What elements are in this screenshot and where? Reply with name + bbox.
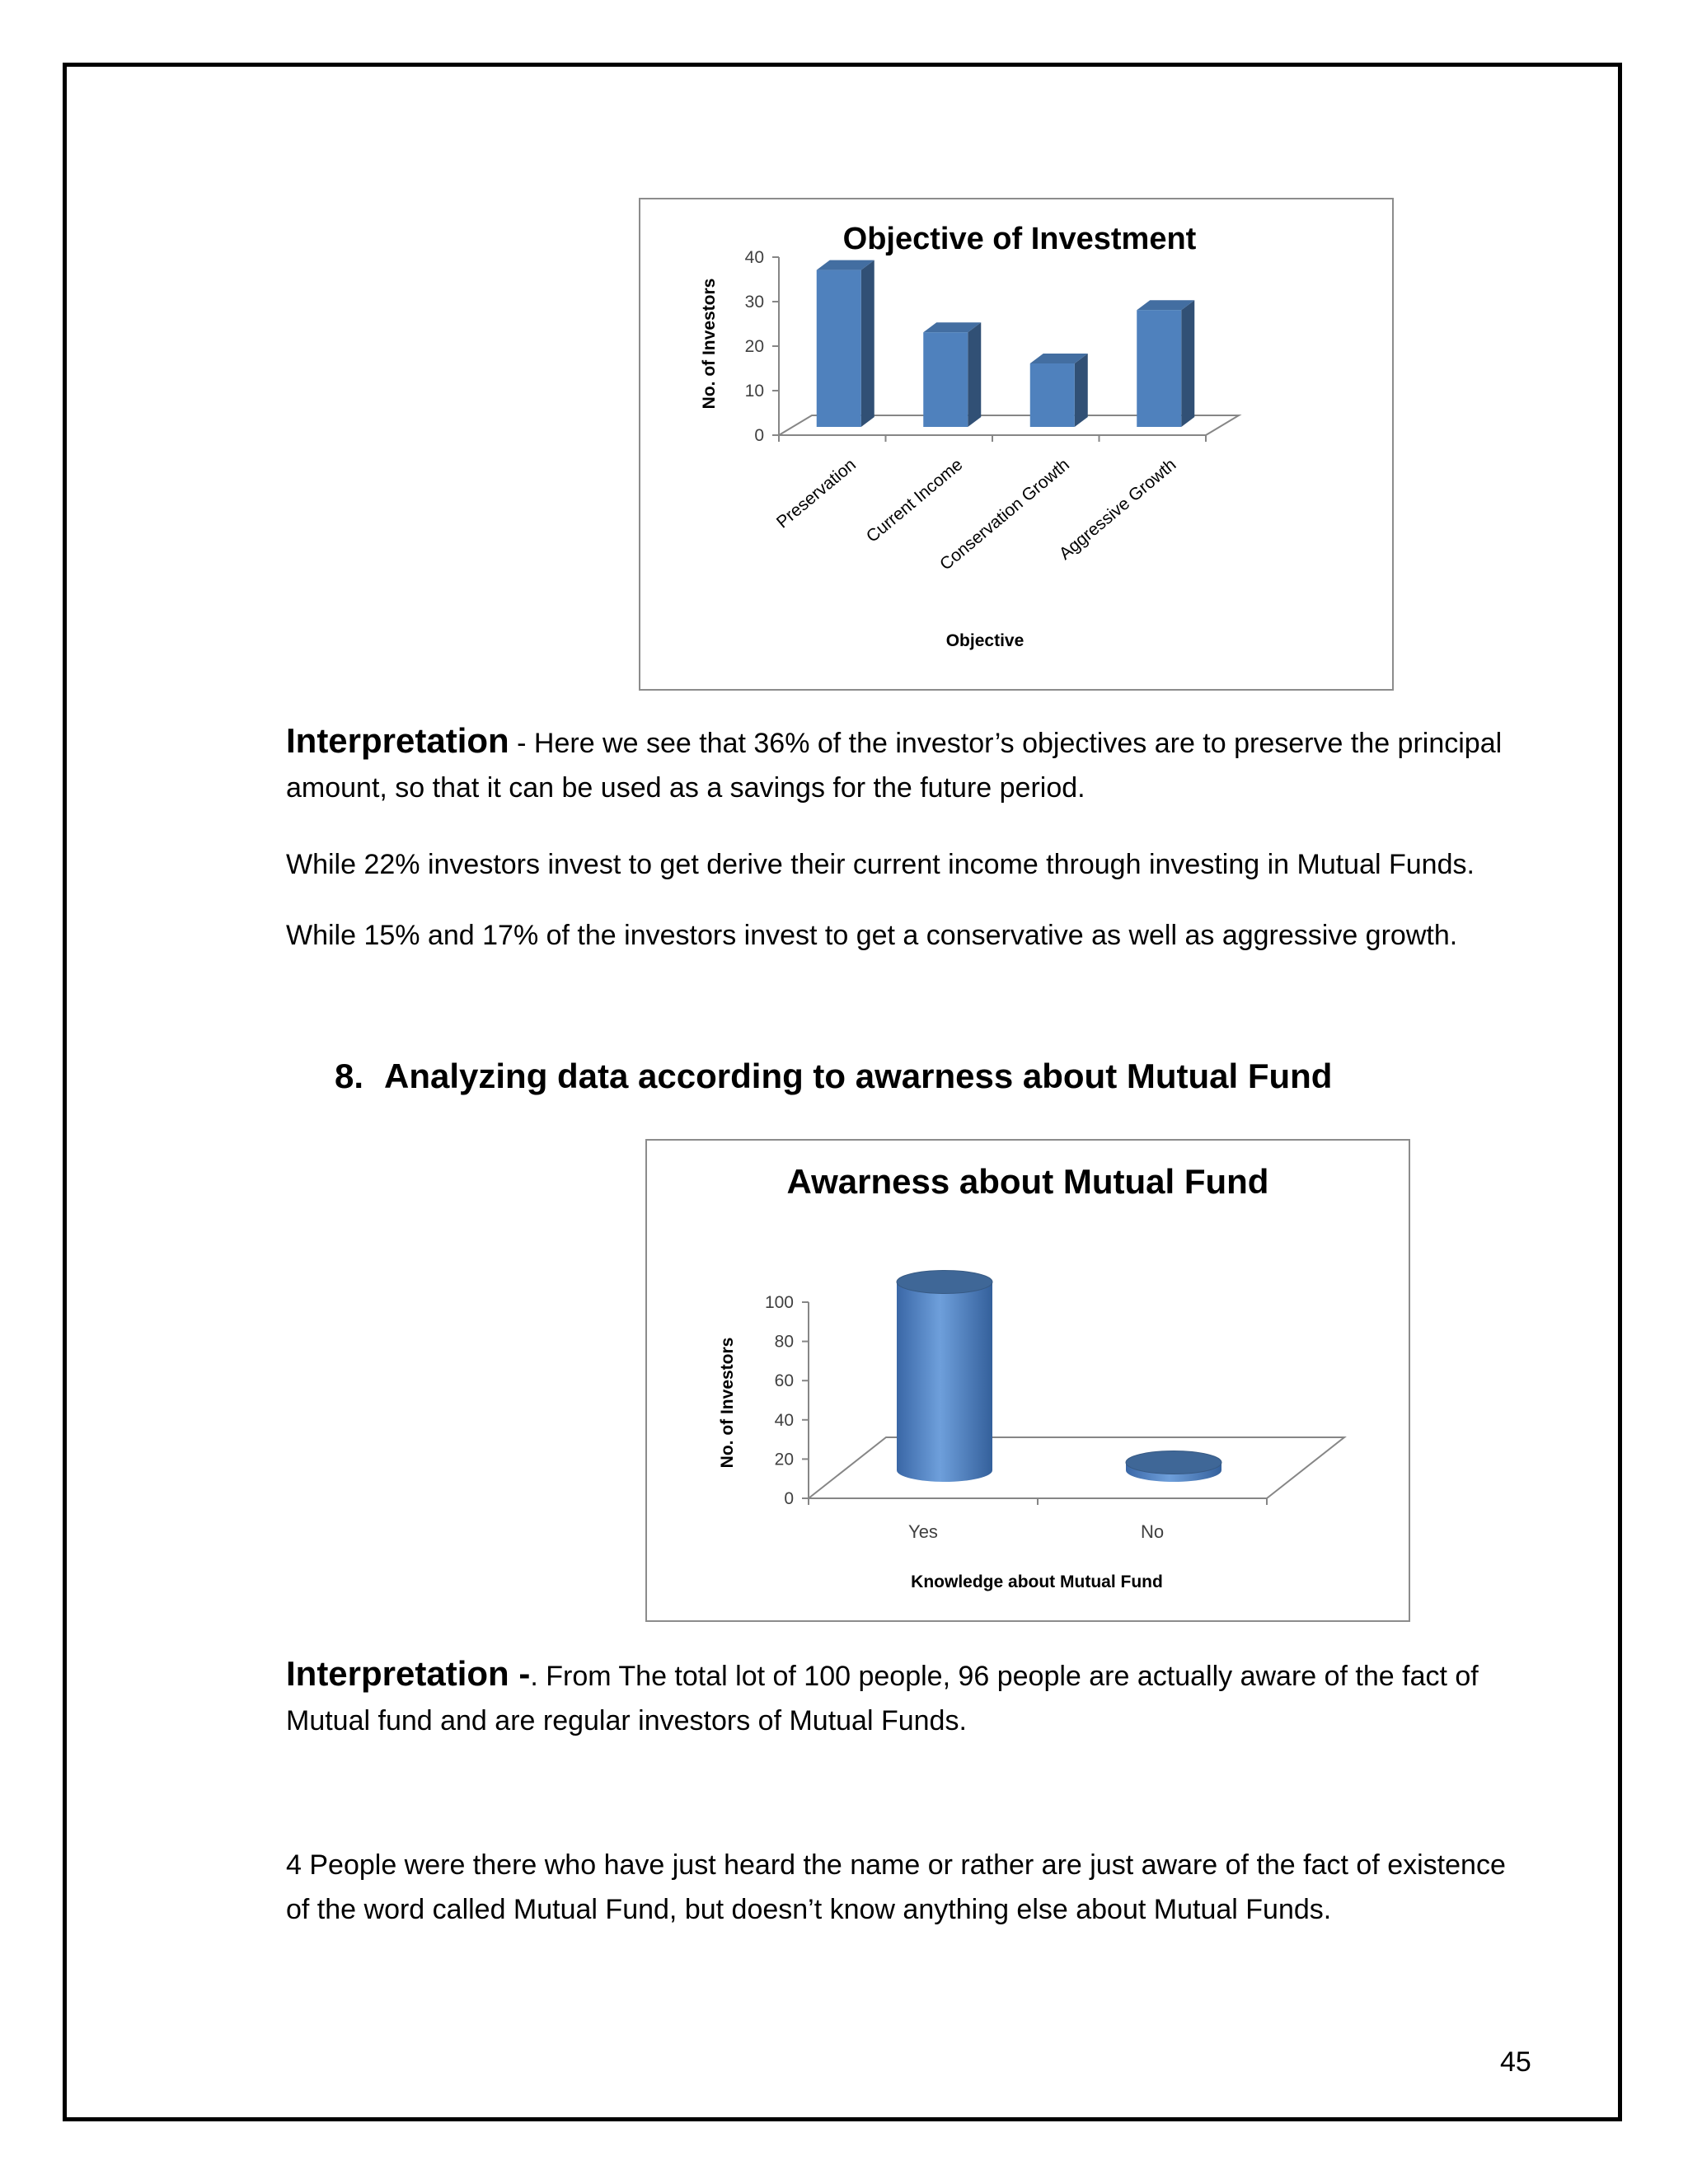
interpretation-text: - Here we see that 36% of the investor’s objectives are to preserve the principal amount, so that it can be used as a savings for the future period. (286, 728, 1503, 804)
bar-body (897, 1282, 992, 1482)
category-label: Conservation Growth (936, 455, 1073, 574)
y-tick-label: 10 (744, 382, 764, 401)
chart1-ylabel: No. of Investors (700, 278, 719, 410)
category-label: Preservation (772, 455, 860, 532)
interpretation-awareness (286, 1652, 1522, 1743)
bar-yes (897, 1271, 992, 1482)
chart1-xlabel: Objective (945, 631, 1025, 650)
bar-top (897, 1271, 992, 1294)
bar-side (861, 260, 874, 427)
paragraph-current-income: While 22% investors invest to get derive their current income through investing in Mutual Funds. (286, 849, 1475, 880)
y-tick-label: 0 (754, 426, 764, 445)
floor-outline (809, 1437, 1344, 1498)
paragraph-unaware: 4 People were there who have just heard the name or rather are just aware of the fact of existence of the word called Mutual Fund, but doesn’t know anything else about Mutual Funds. (286, 1849, 1506, 1925)
y-tick-label: 40 (774, 1410, 794, 1430)
bar-side (1075, 354, 1088, 427)
paragraph-growth: While 15% and 17% of the investors invest to get a conservative as well as aggressive growth. (286, 920, 1458, 951)
page-number: 45 (1500, 2046, 1531, 2078)
bar-top (1126, 1451, 1221, 1474)
chart1-title: Objective of Investment (842, 222, 1197, 256)
chart1-category-labels (773, 455, 1180, 574)
chart2-category-labels (908, 1521, 1164, 1542)
y-tick-label: 100 (764, 1293, 794, 1312)
bar-side (968, 322, 981, 427)
bar-aggressive-growth (1137, 300, 1194, 427)
section-title: Analyzing data according to awarness about Mutual Fund (384, 1057, 1333, 1095)
y-tick-label: 60 (774, 1371, 794, 1391)
category-label: No (1140, 1521, 1165, 1542)
chart2-axes (809, 1302, 1344, 1498)
awareness-chart-svg (647, 1141, 1412, 1624)
objective-chart (639, 198, 1394, 691)
bar-front (1030, 363, 1075, 427)
bar-front (923, 332, 968, 427)
bar-preservation (817, 260, 874, 427)
bar-front (817, 270, 861, 427)
interpretation-objective (286, 719, 1522, 810)
category-label: Yes (908, 1521, 938, 1542)
chart2-ylabel: No. of Investors (718, 1337, 737, 1469)
chart2-bars (897, 1271, 1221, 1482)
y-tick-label: 20 (774, 1450, 794, 1469)
chart2-xlabel: Knowledge about Mutual Fund (911, 1572, 1163, 1591)
bar-current-income (923, 322, 981, 427)
y-tick-label: 0 (784, 1489, 794, 1508)
y-tick-label: 30 (744, 293, 764, 312)
category-label: Aggressive Growth (1055, 455, 1180, 564)
bar-front (1137, 310, 1181, 427)
chart2-title: Awarness about Mutual Fund (786, 1162, 1269, 1201)
chart1-bars (817, 260, 1195, 427)
y-tick-label: 80 (774, 1332, 794, 1352)
y-tick-label: 20 (744, 337, 764, 356)
interpretation2-lead: Interpretation - (286, 1654, 531, 1693)
interpretation2-text: . From The total lot of 100 people, 96 people are actually aware of the fact of Mutual fund and are regular investors of Mutual Funds. (286, 1661, 1479, 1736)
bar-side (1181, 300, 1194, 427)
bar-conservation-growth (1030, 354, 1088, 427)
interpretation-lead: Interpretation (286, 721, 509, 760)
section-heading (335, 1053, 1332, 1099)
y-tick-label: 40 (744, 248, 764, 267)
section-number: 8. (335, 1057, 364, 1095)
bar-no (1126, 1451, 1221, 1482)
category-label: Current Income (862, 455, 967, 546)
awareness-chart (645, 1139, 1410, 1622)
objective-chart-svg (640, 199, 1395, 692)
